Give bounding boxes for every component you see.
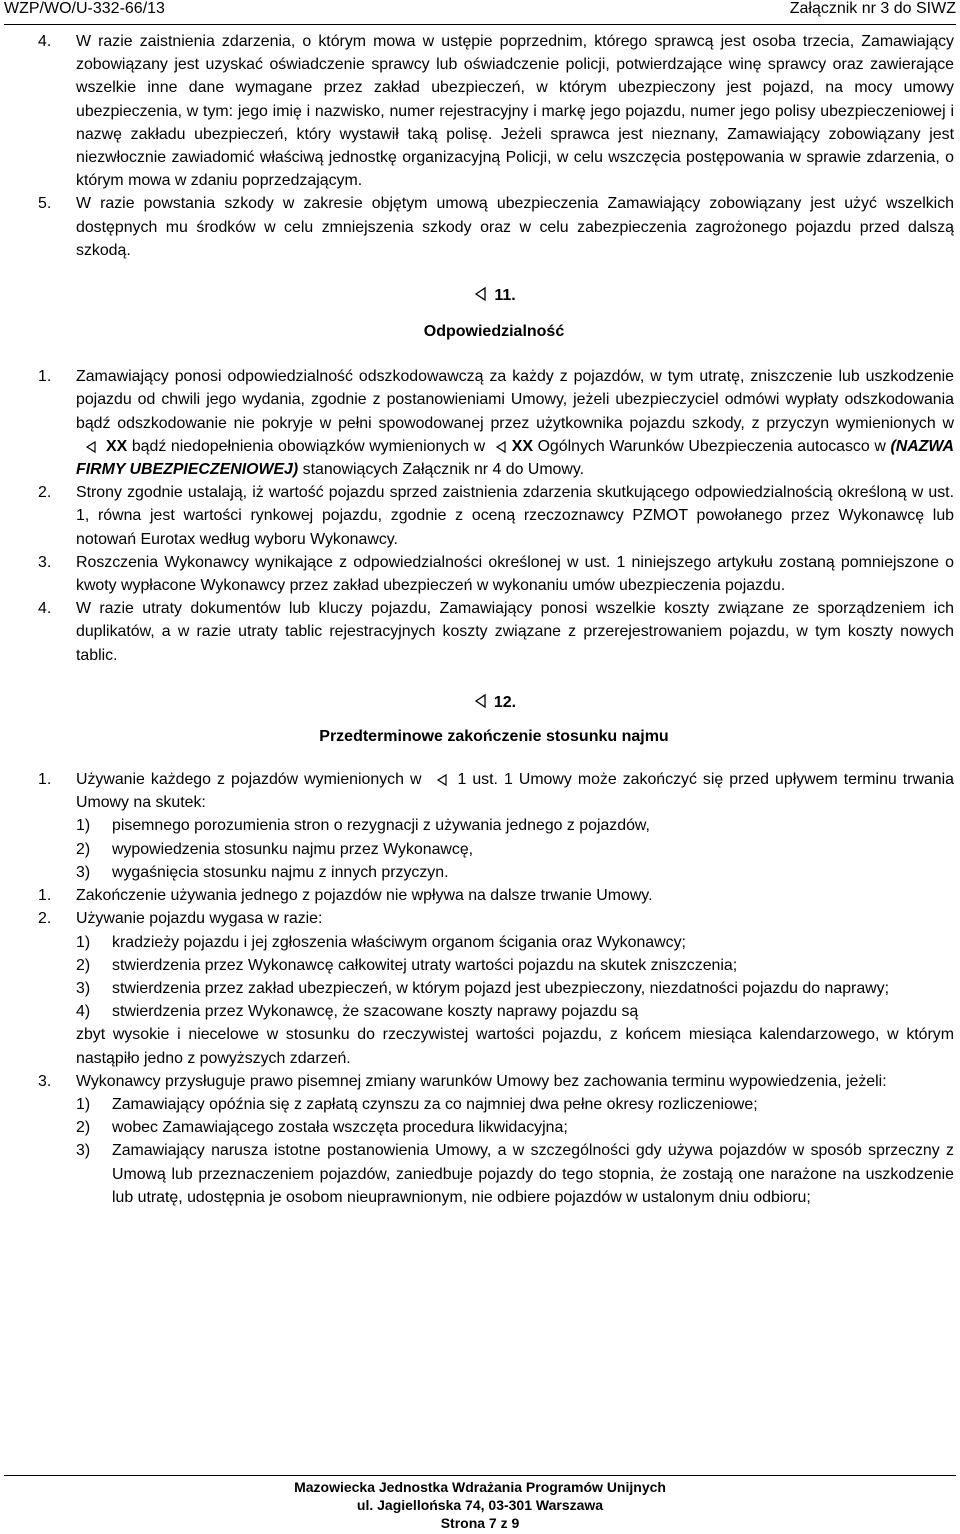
list-item: [34, 861, 954, 884]
list-text: stwierdzenia przez zakład ubezpieczeń, w którym pojazd jest ubezpieczony, niezdatności pojazdu do naprawy;: [112, 979, 890, 997]
list-number: 3): [76, 1142, 91, 1160]
s11-paragraph-2: [34, 481, 954, 551]
paragraph-text: W razie zaistnienia zdarzenia, o którym mowa w ustępie poprzednim, którego sprawcą jest osoba trzecia, Zamawiający zobowiązany jest uzyskać oświadczenie sprawcy lub oświadczenie policji, potwierdzające winę sprawcy oraz zawierające wszelkie inne dane wymagane przez zakład ubezpieczeń, w którym ubezpieczony jest pojazd, na mocy umowy ubezpieczenia, w tym: jego imię i nazwisko, numer rejestracyjny i markę jego pojazdu, numer jego polisy ubezpieczeniowej i nazwę zakładu ubezpieczeń, który wystawił taką polisę. Jeżeli sprawca jest nieznany, Zamawiający zobowiązany jest niezwłocznie zawiadomić właściwą jednostkę organizacyjną Policji, w celu wszczęcia postępowania w sprawie zdarzenia, o którym mowa w zdaniu poprzedzającym.: [76, 33, 954, 190]
paragraph-text: stanowiących Załącznik nr 4 do Umowy.: [302, 461, 585, 479]
list-number: 3): [76, 979, 91, 997]
document-reference: WZP/WO/U-332-66/13: [4, 0, 165, 17]
paragraph-number: 2.: [38, 484, 52, 502]
paragraph-4: [34, 30, 954, 192]
section-number: 12.: [493, 694, 517, 712]
paragraph-text: Używanie każdego z pojazdów wymienionych w: [76, 771, 422, 789]
s11-paragraph-3: [34, 551, 954, 597]
paragraph-number: 4.: [38, 33, 52, 50]
page-header: [4, 0, 956, 25]
list-item: [34, 838, 954, 861]
section-sign-icon: [494, 439, 508, 455]
section-sign-icon: [472, 691, 488, 715]
s12-paragraph-1b: [34, 884, 954, 907]
s11-paragraph-1: [34, 365, 954, 481]
section-12-heading: [34, 691, 954, 715]
s12-paragraph-1: [34, 768, 954, 814]
paragraph-continuation: zbyt wysokie i niecelowe w stosunku do rzeczywistej wartości pojazdu, z końcem miesiąca kalendarzowego, w którym nastąpiło jedno z powyższych zdarzeń.: [76, 1026, 954, 1067]
list-text: stwierdzenia przez Wykonawcę całkowitej utraty wartości pojazdu na skutek zniszczenia;: [112, 956, 738, 974]
list-number: 2): [76, 1119, 91, 1137]
section-11-heading: [34, 284, 954, 308]
list-number: 2): [76, 956, 91, 974]
paragraph-text: W razie powstania szkody w zakresie objętym umową ubezpieczenia Zamawiający zobowiązany jest użyć wszelkich dostępnych mu środków w celu zmniejszenia szkody oraz w celu zabezpieczenia zagrożonego pojazdu przed dalszą szkodą.: [76, 195, 954, 259]
section-sign-icon: [435, 772, 449, 788]
list-text: stwierdzenia przez Wykonawcę, że szacowane koszty naprawy pojazdu są: [112, 1003, 639, 1021]
s12-paragraph-2: [34, 907, 954, 930]
section-ref-placeholder: XX: [106, 437, 128, 455]
list-item: [34, 977, 954, 1000]
list-number: 3): [76, 863, 91, 881]
attachment-label: Załącznik nr 3 do SIWZ: [789, 0, 956, 17]
paragraph-number: 3.: [38, 1072, 52, 1090]
section-12-title: Przedterminowe zakończenie stosunku najmu: [319, 727, 669, 745]
organization-address: ul. Jagiellońska 74, 03-301 Warszawa: [356, 1497, 604, 1513]
document-body: [34, 30, 954, 1209]
paragraph-text: Strony zgodnie ustalają, iż wartość pojazdu sprzed zaistnienia zdarzenia skutkującego odpowiedzialnością określoną w ust. 1, równa jest wartości rynkowej pojazdu, zgodnie z oceną rzeczoznawcy PZMOT powołanego przez Wykonawcę lub notowań Eurotax według wyboru Wykonawcy.: [76, 484, 954, 548]
list-item: [34, 931, 954, 954]
list-text: wobec Zamawiającego została wszczęta procedura likwidacyjna;: [112, 1119, 568, 1137]
section-11-title: Odpowiedzialność: [423, 323, 565, 341]
paragraph-number: 1.: [38, 887, 52, 905]
list-item: [34, 1000, 954, 1023]
section-number: 11.: [494, 287, 516, 305]
paragraph-text: Używanie pojazdu wygasa w razie:: [76, 910, 323, 928]
organization-name: Mazowiecka Jednostka Wdrażania Programów Unijnych: [294, 1479, 666, 1495]
paragraph-text: bądź niedopełnienia obowiązków wymienionych w: [131, 437, 486, 455]
paragraph-number: 5.: [38, 195, 52, 213]
insurer-name-placeholder: (NAZWA FIRMY UBEZPIECZENIOWEJ): [76, 437, 954, 479]
list-item: [34, 954, 954, 977]
list-item: [34, 1093, 954, 1116]
s11-paragraph-4: [34, 597, 954, 667]
paragraph-text: Zamawiający ponosi odpowiedzialność odszkodowawczą za każdy z pojazdów, w tym utratę, zniszczenie lub uszkodzenie pojazdu od chwili jego wydania, zgodnie z postanowieniami Umowy, jeżeli ubezpieczyciel odmówi wypłaty odszkodowania bądź odszkodowanie nie pokryje w pełni spowodowanej przez użytkownika pojazdu szkody, z przyczyn wymienionych w: [76, 368, 954, 432]
section-ref-placeholder: XX: [511, 437, 533, 455]
paragraph-text: Zakończenie używania jednego z pojazdów nie wpływa na dalsze trwanie Umowy.: [76, 887, 653, 905]
list-number: 1): [76, 933, 91, 951]
page-footer: [4, 1475, 956, 1532]
list-number: 2): [76, 840, 91, 858]
paragraph-number: 1.: [38, 368, 52, 386]
paragraph-text: 1 ust. 1 Umowy może zakończyć się przed upływem terminu trwania Umowy na skutek:: [76, 771, 954, 812]
list-item: [34, 1139, 954, 1209]
paragraph-number: 4.: [38, 600, 52, 618]
list-text: pisemnego porozumienia stron o rezygnacji z używania jednego z pojazdów,: [112, 817, 650, 835]
paragraph-number: 3.: [38, 553, 52, 571]
paragraph-text: Ogólnych Warunków Ubezpieczenia autocasco w: [537, 437, 886, 455]
page-number: Strona 7 z 9: [440, 1515, 520, 1531]
paragraph-text: W razie utraty dokumentów lub kluczy pojazdu, Zamawiający ponosi wszelkie koszty związane ze sporządzeniem ich duplikatów, a w razie utraty tablic rejestracyjnych koszty związane z przerejestrowaniem pojazdu, w tym koszty nowych tablic.: [76, 600, 954, 664]
list-number: 1): [76, 1095, 91, 1113]
s12-paragraph-3: [34, 1070, 954, 1093]
list-text: kradzieży pojazdu i jej zgłoszenia właściwym organom ścigania oraz Wykonawcy;: [112, 933, 686, 951]
paragraph-text: Roszczenia Wykonawcy wynikające z odpowiedzialności określonej w ust. 1 niniejszego artykułu zostaną pomniejszone o kwoty wypłacone Wykonawcy przez zakład ubezpieczeń w wykonaniu umów ubezpieczenia pojazdu.: [76, 553, 954, 595]
list-number: 1): [76, 817, 91, 835]
list-number: 4): [76, 1003, 91, 1021]
paragraph-5: [34, 192, 954, 262]
list-text: Zamawiający narusza istotne postanowienia Umowy, a w szczególności gdy używa pojazdów w sposób sprzeczny z Umową lub przeznaczeniem pojazdów, zaniedbuje pojazdy do tego stopnia, że zostają one narażone na uszkodzenie lub utratę, udostępnia je osobom nieuprawnionym, nie odbiere pojazdów w ustalonym dniu odbioru;: [112, 1142, 954, 1206]
list-text: wypowiedzenia stosunku najmu przez Wykonawcę,: [112, 840, 474, 858]
paragraph-number: 2.: [38, 910, 52, 928]
list-item: [34, 814, 954, 837]
list-text: wygaśnięcia stosunku najmu z innych przyczyn.: [112, 863, 449, 881]
section-sign-icon: [472, 284, 488, 308]
section-sign-icon: [84, 439, 98, 455]
list-text: Zamawiający opóźnia się z zapłatą czynszu za co najmniej dwa pełne okresy rozliczeniowe;: [112, 1095, 758, 1113]
paragraph-text: Wykonawcy przysługuje prawo pisemnej zmiany warunków Umowy bez zachowania terminu wypowiedzenia, jeżeli:: [76, 1072, 887, 1090]
paragraph-number: 1.: [38, 771, 52, 789]
list-item: [34, 1116, 954, 1139]
